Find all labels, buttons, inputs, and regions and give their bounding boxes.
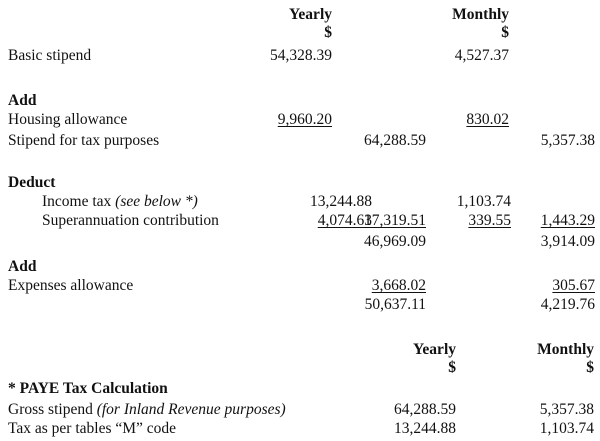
income-tax-label-text: Income tax	[42, 193, 112, 210]
superannuation-yearly: 4,074.63	[317, 212, 372, 229]
basic-stipend-label: Basic stipend	[8, 47, 92, 64]
superannuation-monthly: 339.55	[468, 212, 511, 229]
gross-stipend-yearly: 64,288.59	[394, 401, 456, 418]
yearly-header: Yearly	[288, 6, 332, 23]
deduct-heading: Deduct	[8, 174, 56, 191]
stipend-tax-purposes-monthly: 5,357.38	[540, 132, 595, 149]
superannuation-label: Superannuation contribution	[42, 212, 219, 229]
net-yearly: 46,969.09	[364, 233, 426, 250]
yearly-currency: $	[324, 24, 332, 41]
deduct-total-yearly: 17,319.51	[364, 212, 426, 229]
tax-tables-yearly: 13,244.88	[394, 420, 456, 437]
basic-stipend-yearly: 54,328.39	[270, 47, 332, 64]
paye-yearly-currency: $	[448, 359, 456, 376]
add2-total-yearly: 50,637.11	[364, 296, 426, 313]
gross-stipend-label-text: Gross stipend	[8, 401, 93, 418]
expenses-allowance-monthly: 305.67	[552, 277, 595, 294]
stipend-tax-purposes-label: Stipend for tax purposes	[8, 132, 160, 149]
paye-yearly-header: Yearly	[412, 341, 456, 358]
paye-heading: * PAYE Tax Calculation	[8, 380, 168, 397]
add2-total-monthly: 4,219.76	[540, 296, 595, 313]
tax-tables-label: Tax as per tables “M” code	[8, 420, 177, 437]
net-monthly: 3,914.09	[540, 233, 595, 250]
add-heading: Add	[8, 92, 37, 109]
gross-stipend-monthly: 5,357.38	[539, 401, 594, 418]
gross-stipend-label	[8, 401, 286, 419]
income-tax-label	[42, 193, 198, 211]
monthly-header: Monthly	[452, 6, 509, 23]
stipend-tax-purposes-yearly: 64,288.59	[364, 132, 426, 149]
paye-monthly-header: Monthly	[537, 341, 594, 358]
housing-allowance-monthly: 830.02	[466, 111, 509, 128]
expenses-allowance-label: Expenses allowance	[8, 277, 134, 294]
monthly-currency: $	[501, 24, 509, 41]
tax-tables-monthly: 1,103.74	[539, 420, 594, 437]
housing-allowance-label: Housing allowance	[8, 111, 128, 128]
expenses-allowance-yearly: 3,668.02	[371, 277, 426, 294]
deduct-total-monthly: 1,443.29	[540, 212, 595, 229]
add2-heading: Add	[8, 258, 37, 275]
housing-allowance-yearly: 9,960.20	[277, 111, 332, 128]
income-tax-monthly: 1,103.74	[456, 193, 511, 210]
income-tax-yearly: 13,244.88	[310, 193, 372, 210]
income-tax-note: (see below *)	[115, 193, 198, 210]
basic-stipend-monthly: 4,527.37	[454, 47, 509, 64]
gross-stipend-note: (for Inland Revenue purposes)	[96, 401, 286, 418]
paye-monthly-currency: $	[586, 359, 594, 376]
